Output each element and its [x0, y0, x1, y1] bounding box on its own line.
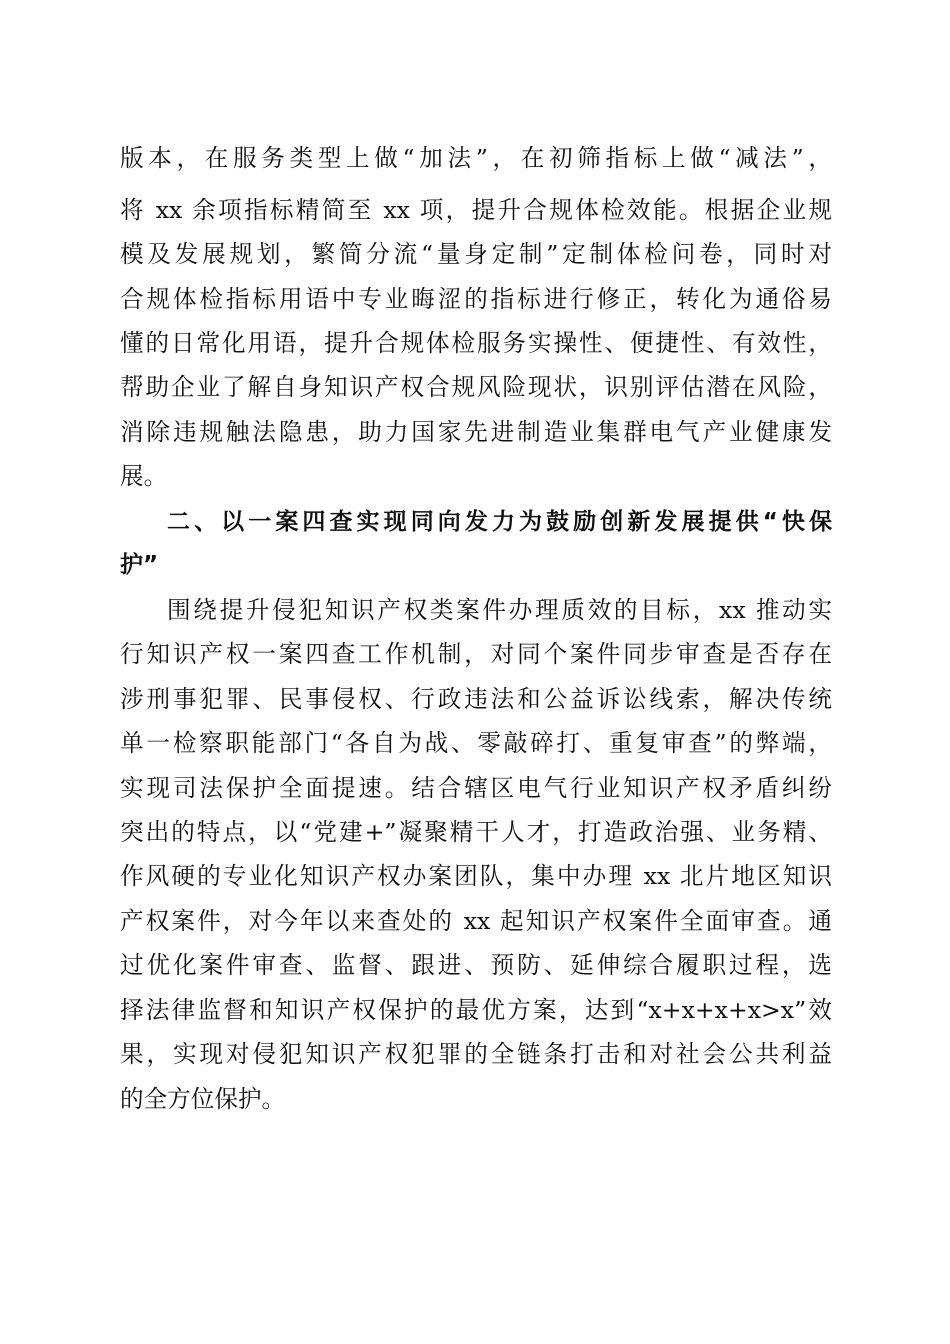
paragraph-line: 实现司法保护全面提速。结合辖区电气行业知识产权矛盾纠纷 [120, 774, 832, 802]
paragraph-line: 帮助企业了解自身知识产权合规风险现状，识别评估潜在风险， [120, 373, 832, 401]
heading-line: 二、以一案四查实现同向发力为鼓励创新发展提供“快保 [167, 509, 832, 535]
paragraph-line: 作风硬的专业化知识产权办案团队，集中办理 xx 北片地区知识 [120, 862, 832, 890]
paragraph-line: 涉刑事犯罪、民事侵权、行政违法和公益诉讼线索，解决传统 [120, 685, 832, 713]
paragraph-line: 将 xx 余项指标精简至 xx 项，提升合规体检效能。根据企业规 [120, 196, 832, 224]
paragraph-line: 单一检察职能部门“各自为战、零敲碎打、重复审查”的弊端， [120, 729, 832, 757]
paragraph-line: 突出的特点，以“党建+”凝聚精干人才，打造政治强、业务精、 [120, 818, 832, 846]
paragraph-line: 过优化案件审查、监督、跟进、预防、延伸综合履职过程，选 [120, 951, 832, 979]
paragraph-line: 围绕提升侵犯知识产权类案件办理质效的目标，xx 推动实 [167, 596, 832, 624]
paragraph-line: 合规体检指标用语中专业晦涩的指标进行修正，转化为通俗易 [120, 285, 832, 313]
paragraph-line: 消除违规触法隐患，助力国家先进制造业集群电气产业健康发 [120, 418, 832, 446]
paragraph-line: 产权案件，对今年以来查处的 xx 起知识产权案件全面审查。通 [120, 907, 832, 935]
paragraph-line: 择法律监督和知识产权保护的最优方案，达到“x+x+x+x>x”效 [120, 996, 832, 1024]
heading-line: 护” [120, 552, 159, 578]
paragraph-line: 行知识产权一案四查工作机制，对同个案件同步审查是否存在 [120, 640, 832, 668]
paragraph-line: 版本，在服务类型上做“加法”，在初筛指标上做“减法”， [120, 144, 832, 172]
paragraph-line: 果，实现对侵犯知识产权犯罪的全链条打击和对社会公共利益 [120, 1040, 832, 1068]
paragraph-line: 展。 [120, 462, 168, 490]
paragraph-line: 的全方位保护。 [120, 1085, 286, 1113]
paragraph-line: 模及发展规划，繁简分流“量身定制”定制体检问卷，同时对 [120, 240, 832, 268]
paragraph-line: 懂的日常化用语，提升合规体检服务实操性、便捷性、有效性， [120, 329, 832, 357]
